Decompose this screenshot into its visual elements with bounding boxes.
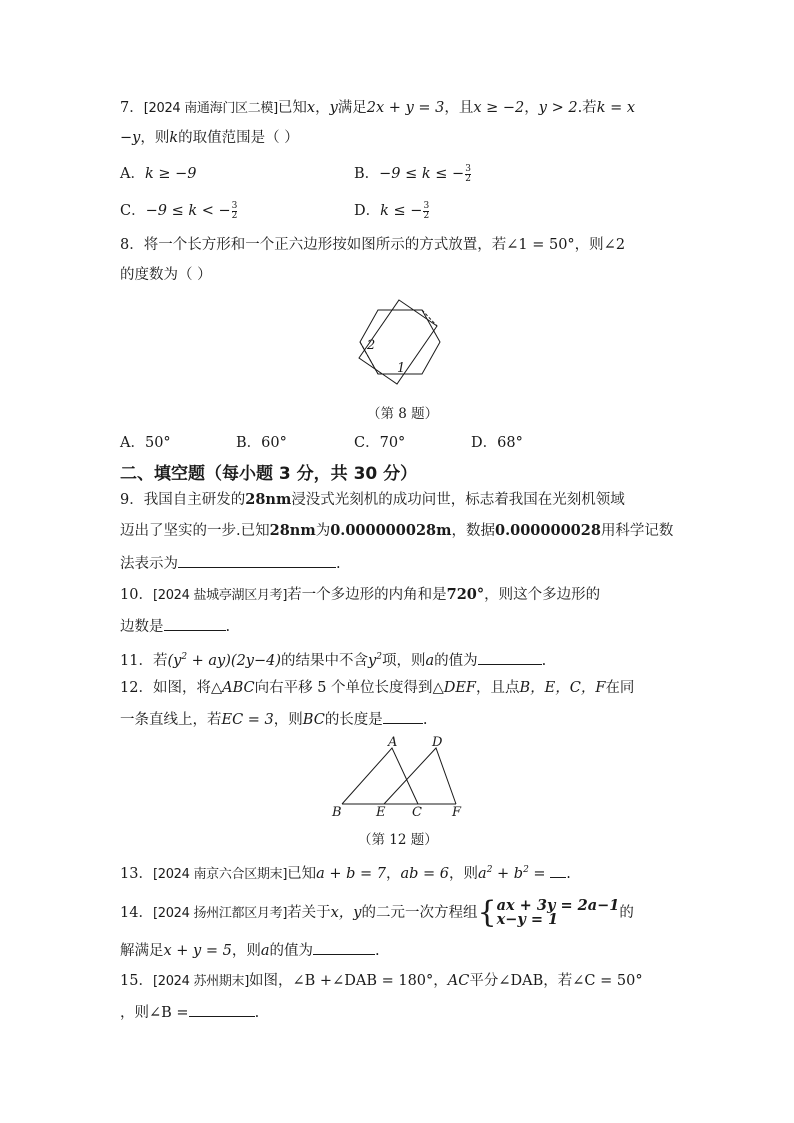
q12-number: 12． <box>120 680 153 696</box>
superscript: 2 <box>181 652 188 662</box>
q8-caption: （第 8 题） <box>367 406 439 422</box>
point-label-e: E <box>376 805 386 820</box>
q11-text: 的值为 <box>434 652 478 669</box>
q7-option-d <box>354 201 429 221</box>
q7-number: 7． <box>120 100 144 116</box>
option-label: D． <box>354 203 381 219</box>
q12-line2: 一条直线上，若EC = 3，则BC的长度是 . <box>120 709 427 730</box>
q9-text: 法表示为 <box>120 556 178 572</box>
point-label-a: A <box>388 736 398 750</box>
q7-line1 <box>120 98 635 119</box>
q7-condition-1: x ≥ −2 <box>473 100 525 116</box>
q11-expression: + ay)(2y−4) <box>187 652 282 669</box>
superscript: 2 <box>376 652 382 662</box>
q11-term: y <box>368 652 377 669</box>
equation-2: x−y = 1 <box>496 911 559 928</box>
fraction <box>423 202 429 221</box>
q11-var-a: a <box>425 652 435 669</box>
brace-symbol: { <box>477 895 497 930</box>
answer-blank[interactable] <box>478 650 542 665</box>
q7-source: [2024 南通海门区二模] <box>143 101 278 116</box>
point-label-f: F <box>452 805 462 820</box>
option-label: A． <box>120 166 145 182</box>
q11-expression: (y <box>167 652 182 669</box>
q15-number: 15． <box>120 973 153 989</box>
q8-option-c: C．70° <box>354 435 406 451</box>
q8-figure <box>350 292 450 392</box>
q15-line2: ，则∠B = . <box>120 1002 259 1023</box>
q7-k-definition: k = x <box>596 100 636 116</box>
option-label: B． <box>354 166 380 182</box>
option-value: −9 ≤ k < − <box>145 203 231 219</box>
q9-text: 为 <box>315 523 331 539</box>
q14-text: 的二元一次方程组 <box>361 905 478 921</box>
fraction-denominator: 2 <box>231 210 238 221</box>
q14-text: ，则 <box>231 943 261 959</box>
q7-text: ，则 <box>140 130 170 146</box>
q7-equation: 2x + y = 3 <box>366 100 445 116</box>
q15-text: 如图，∠B +∠DAB = 180°， <box>249 973 448 989</box>
q9-line2 <box>120 521 673 541</box>
q13-line1: 13．[2024 南京六合区期末]已知a + b = 7，ab = 6，则$a^2 + b^2$ = . <box>120 860 571 885</box>
q7-comma: ， <box>524 100 539 116</box>
q9-text: 用科学记数 <box>600 523 674 539</box>
q11-text: 项，则 <box>381 652 426 669</box>
q14-var-a: a <box>260 943 270 959</box>
option-label: C． <box>120 203 146 219</box>
q14-vars: x，y <box>330 905 362 921</box>
q10-source: [2024 盐城亭湖区月考] <box>152 588 288 603</box>
q14-text: 解满足 <box>120 943 164 959</box>
q14-line2: 解满足x + y = 5，则a的值为 . <box>120 940 380 961</box>
q12-triangle: △ABC <box>210 680 255 696</box>
q7-var-y: y <box>329 100 338 116</box>
fraction <box>232 202 238 221</box>
q7-text: ，且 <box>444 100 474 116</box>
q10-text: ，则这个多边形的 <box>484 587 601 603</box>
q9-value: 28nm <box>269 522 316 539</box>
q12-text: ，且点 <box>476 680 520 696</box>
point-label-b: B <box>332 805 342 820</box>
triangle-def <box>384 748 456 804</box>
q13-expression: a <box>478 865 487 882</box>
q12-segment: BC <box>302 712 325 728</box>
q8-option-a: A．50° <box>120 435 171 451</box>
q9-text: ，数据 <box>451 523 495 539</box>
q9-line1 <box>120 490 625 510</box>
q14-text: 的值为 <box>269 943 313 959</box>
q12-text: 在同 <box>605 680 635 696</box>
fraction-denominator: 2 <box>465 173 471 184</box>
triangle-abc <box>342 748 418 804</box>
q10-line2: 边数是 . <box>120 616 230 637</box>
q7-text: 满足 <box>337 100 367 116</box>
option-value: k ≤ − <box>380 203 423 219</box>
q14-text: 若关于 <box>287 905 331 921</box>
fraction-numerator: 3 <box>231 200 238 211</box>
q10-number: 10． <box>120 587 153 603</box>
q12-text: 向右平移 5 个单位长度得到 <box>254 680 433 696</box>
q12-figure <box>326 736 466 822</box>
superscript: 2 <box>486 865 493 875</box>
q7-option-b <box>354 164 471 184</box>
fraction-numerator: 3 <box>423 200 430 211</box>
q11-number: 11． <box>120 652 153 669</box>
q9-text: 浸没式光刻机的成功问世，标志着我国在光刻机领域 <box>291 492 625 508</box>
q7-question: 的取值范围是（ ） <box>178 130 299 146</box>
q12-text: ，则 <box>273 712 303 728</box>
q13-equation: a + b = 7 <box>316 865 387 882</box>
q14-line1 <box>120 895 634 930</box>
q14-text: 的 <box>619 905 634 921</box>
q15-text: ，则∠B = <box>120 1005 189 1021</box>
q11-text: 的结果中不含 <box>281 652 369 669</box>
fraction-numerator: 3 <box>465 163 471 174</box>
q12-text: 的长度是 <box>324 712 383 728</box>
q8-line2 <box>120 265 212 285</box>
q10-text: 若一个多边形的内角和是 <box>287 587 447 603</box>
q14-source: [2024 扬州江都区月考] <box>152 906 288 921</box>
q7-var-x: x <box>306 100 316 116</box>
q8-text: 将一个长方形和一个正六边形按如图所示的方式放置，若∠1 = 50°，则∠2 <box>143 237 626 253</box>
answer-blank[interactable] <box>178 553 336 568</box>
q15-source: [2024 苏州期末] <box>152 974 250 989</box>
point-label-d: D <box>432 736 443 750</box>
q13-text: ，则 <box>449 865 479 882</box>
q8-question: 的度数为（ ） <box>120 267 212 283</box>
q14-condition: x + y = 5 <box>163 943 232 959</box>
q14-number: 14． <box>120 905 153 921</box>
q13-text: 已知 <box>287 865 317 882</box>
q12-triangle: △DEF <box>432 680 476 696</box>
answer-blank[interactable] <box>164 616 226 631</box>
q15-line1 <box>120 971 643 992</box>
q13-source: [2024 南京六合区期末] <box>152 866 288 882</box>
q8-number: 8． <box>120 237 144 253</box>
q7-line2 <box>120 128 299 148</box>
q7-text: .若 <box>577 100 597 116</box>
fraction <box>465 165 471 184</box>
q15-text: 平分∠DAB，若∠C = 50° <box>469 973 643 989</box>
q9-line3: 法表示为 . <box>120 553 341 574</box>
q15-segment: AC <box>447 973 470 989</box>
equation-1: ax + 3y = 2a−1 <box>496 897 620 914</box>
q13-comma: ， <box>386 865 401 882</box>
q7-option-c <box>120 201 237 221</box>
equation-system <box>497 899 620 927</box>
option-value: −9 ≤ k ≤ − <box>379 166 465 182</box>
q11-text: 若 <box>152 652 168 669</box>
answer-blank[interactable] <box>313 940 375 955</box>
q10-value: 720° <box>446 586 485 603</box>
q12-value: EC = 3 <box>221 712 274 728</box>
q10-text: 边数是 <box>120 619 164 635</box>
q13-equation: ab = 6 <box>400 865 450 882</box>
q9-value: 28nm <box>245 491 292 508</box>
q13-number: 13． <box>120 865 153 882</box>
q11-line1: 11．若$(y^2 + ay)(2y-4)$的结果中不含$y^2$项，则a的值为 . <box>120 647 546 671</box>
q8-option-d: D．68° <box>471 435 523 451</box>
q9-number: 9． <box>120 492 144 508</box>
answer-blank[interactable] <box>383 709 423 724</box>
point-label-c: C <box>412 805 422 820</box>
option-value: k ≥ −9 <box>144 166 197 182</box>
angle-label-2: 2 <box>367 338 376 353</box>
q7-comma: ， <box>315 100 330 116</box>
q13-expression: = <box>528 865 551 882</box>
q12-line1 <box>120 678 634 698</box>
q12-caption: （第 12 题） <box>358 832 438 848</box>
q9-value: 0.000000028m <box>330 522 452 539</box>
answer-blank[interactable] <box>189 1002 255 1017</box>
fraction-denominator: 2 <box>423 210 430 221</box>
q9-text: 迈出了坚实的一步.已知 <box>120 523 270 539</box>
q7-var-k: k <box>169 130 179 146</box>
q7-text: 已知 <box>277 100 307 116</box>
q9-value: 0.000000028 <box>494 522 601 539</box>
q7-k-definition-cont: −y <box>120 130 141 146</box>
q9-text: 我国自主研发的 <box>143 492 246 508</box>
q8-line1 <box>120 235 625 255</box>
section-heading: 二、填空题（每小题 3 分，共 30 分） <box>120 464 418 484</box>
answer-blank[interactable] <box>550 863 566 878</box>
q12-text: 一条直线上，若 <box>120 712 222 728</box>
q8-option-b: B．60° <box>236 435 287 451</box>
angle-label-1: 1 <box>397 361 406 376</box>
q7-condition-2: y > 2 <box>538 100 578 116</box>
q12-points: B，E，C，F <box>519 680 606 696</box>
q7-option-a <box>120 164 197 184</box>
q13-expression: + b <box>492 865 524 882</box>
q12-text: 如图，将 <box>152 680 211 696</box>
superscript: 2 <box>523 865 529 875</box>
q10-line1 <box>120 585 600 606</box>
